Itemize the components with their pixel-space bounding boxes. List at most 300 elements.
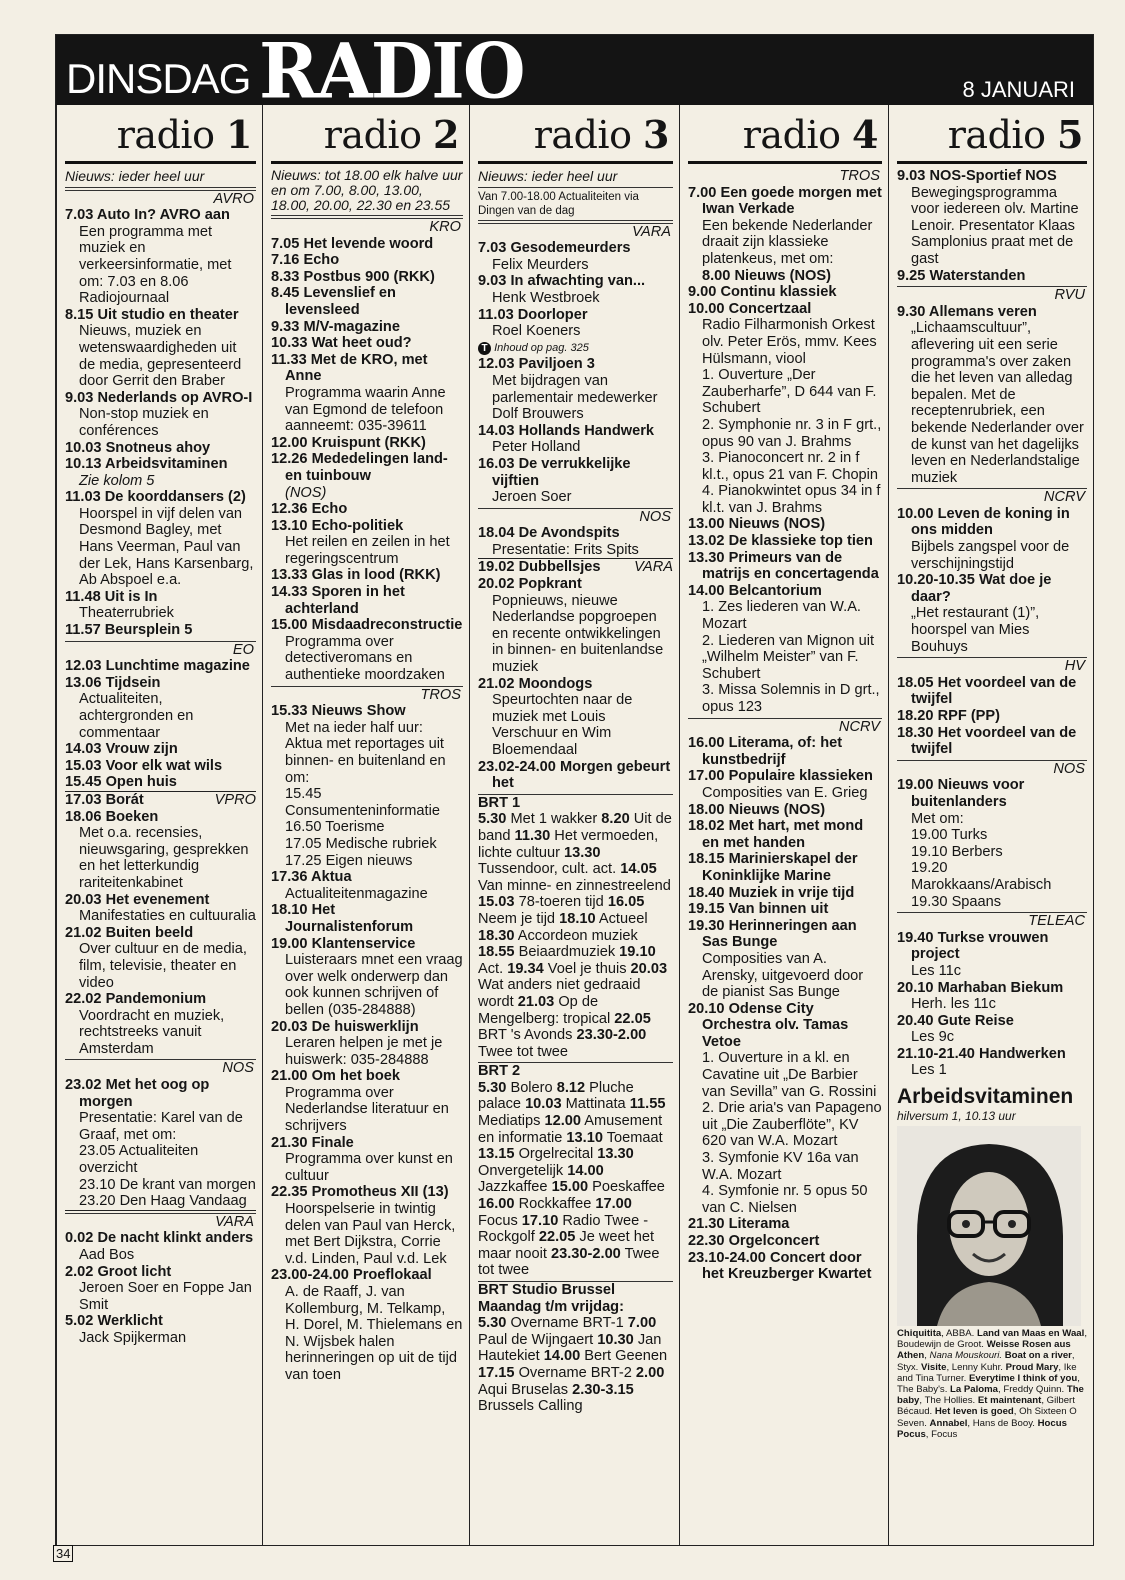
program-title-text: 16.00 Literama, of: het kunstbedrijf <box>688 735 843 768</box>
program-subitem: 19.00 Turks <box>911 827 988 844</box>
program-title-text: 15.45 Open huis <box>65 774 177 791</box>
brt1-schedule: 5.30 Met 1 wakker 8.20 Uit de band 11.30 Het vermoeden, lichte cultuur 13.30 Tussendoor, cult. act. 14.05 Van minne- en zinnestreelend 15.03 78-toeren tijd 16.05 Neem je tijd 18.10 Actueel 18.30 Accordeon muziek 18.55 Beiaardmuziek 19.10 Act. 19.34 Voel je thuis 20.03 Wat anders niet gedraaid wordt 21.03 Op de Mengelberg: tropical 22.05 BRT 's Avonds 23.30-2.00 Twee tot twee <box>478 811 672 1060</box>
program-item <box>688 550 882 583</box>
column-title-number: 2 <box>433 112 459 157</box>
program-item <box>65 809 256 892</box>
program-description: „Het restaurant (1)”, hoorspel van Mies Bouhuys <box>911 605 1040 655</box>
program-title-text: 10.00 Concertzaal <box>688 300 812 317</box>
program-item <box>897 1046 1087 1079</box>
program-subitem: 15.45 Consumenteninformatie <box>285 786 440 819</box>
program-title <box>271 352 463 385</box>
program-title-text: 20.03 Het evenement <box>65 891 210 908</box>
program-title-text: 18.06 Boeken <box>65 808 159 825</box>
program-title <box>65 925 256 942</box>
program-title-text: 17.00 Populaire klassieken <box>688 768 873 785</box>
program-description: Bijbels zangspel voor de verschijningstijd <box>911 539 1070 572</box>
program-item <box>478 676 673 759</box>
column-title <box>897 111 1087 164</box>
program-title <box>65 440 256 457</box>
program-title-text: 2.02 Groot licht <box>65 1263 172 1280</box>
program-subitem: 2. Liederen van Mignon uit „Wilhelm Meister” van F. Schubert <box>702 632 874 682</box>
program-title <box>65 675 256 692</box>
program-item <box>65 390 256 440</box>
program-item <box>897 708 1087 725</box>
broadcaster-label: VPRO <box>214 791 256 808</box>
program-title <box>688 918 882 951</box>
brt1-title: BRT 1 <box>478 794 673 812</box>
news-note: Nieuws: ieder heel uur <box>65 168 256 188</box>
program-title <box>271 501 463 518</box>
program-list <box>65 190 256 1347</box>
program-title-text: 12.36 Echo <box>271 501 348 518</box>
program-item <box>65 1230 256 1263</box>
program-item <box>65 774 256 792</box>
program-title-text: 10.13 Arbeidsvitaminen <box>65 456 228 473</box>
broadcaster-label: NOS <box>897 760 1087 778</box>
program-description: Nieuws, muziek en wetenswaardigheden uit de media, gepresenteerd door Gerrit den Braber <box>79 323 242 390</box>
program-title-text: 19.15 Van binnen uit <box>688 901 829 918</box>
program-title <box>271 703 463 720</box>
program-title <box>271 1267 463 1284</box>
program-title <box>688 284 882 301</box>
program-title-text: 18.02 Met hart, met mond en met handen <box>688 818 864 851</box>
program-description: Felix Meurders <box>492 256 589 273</box>
program-title <box>271 1019 463 1036</box>
broadcaster-label: NCRV <box>688 718 882 736</box>
program-title-text: 14.03 Vrouw zijn <box>65 741 178 758</box>
feature-subtitle: hilversum 1, 10.13 uur <box>897 1109 1016 1124</box>
program-subitem: 1. Zes liederen van W.A. Mozart <box>702 599 861 633</box>
program-title-text: 18.20 RPF (PP) <box>897 708 1001 724</box>
column-title-word: radio <box>116 113 215 157</box>
program-title-text: 9.03 NOS-Sportief NOS <box>897 168 1057 184</box>
program-item <box>271 1184 463 1267</box>
program-title-text: 13.02 De klassieke top tien <box>688 533 873 550</box>
program-item <box>897 506 1087 572</box>
program-title <box>65 741 256 758</box>
program-item <box>271 269 463 286</box>
program-title-text: 23.02 Met het oog op morgen <box>65 1077 210 1110</box>
program-item <box>65 622 256 639</box>
broadcaster-label: NOS <box>478 508 673 526</box>
program-description: Speurtochten naar de muziek met Louis Verschuur en Wim Bloemendaal <box>492 692 633 758</box>
program-item <box>897 930 1087 980</box>
column-title <box>688 111 882 164</box>
program-title <box>688 550 882 583</box>
program-item <box>478 525 673 559</box>
program-subitem: 1. Ouverture „Der Zauberharfe”, D 644 van F. Schubert <box>702 367 877 417</box>
program-description: Jeroen Soer <box>492 489 572 506</box>
column-radio-3 <box>469 105 679 1545</box>
program-title-text: 21.30 Literama <box>688 1216 790 1233</box>
program-item <box>897 268 1087 285</box>
page-reference-note <box>478 340 673 357</box>
program-title-text: 10.33 Wat heet oud? <box>271 335 412 352</box>
program-title-text: 19.02 Dubbellsjes <box>478 559 601 576</box>
program-subitem: 16.50 Toerisme <box>285 819 385 836</box>
program-title-text: 7.16 Echo <box>271 252 340 269</box>
program-item <box>271 451 463 501</box>
program-description: Herh. les 11c <box>911 996 996 1013</box>
program-item <box>271 567 463 584</box>
broadcaster-label: AVRO <box>65 190 256 208</box>
program-title <box>65 1230 256 1247</box>
program-item <box>271 703 463 786</box>
program-item <box>478 240 673 273</box>
program-item <box>478 576 673 676</box>
program-item <box>65 758 256 775</box>
program-title <box>688 1001 882 1051</box>
program-description: Een programma met muziek en verkeersinformatie, met om: 7.03 en 8.06 Radiojournaal <box>79 223 232 307</box>
program-description: Hoorspelserie in twintig delen van Paul van Herck, met Bert Dijkstra, Corrie v.d. Linden, Paul v.d. Lek <box>285 1201 456 1267</box>
program-title-text: 15.03 Voor elk wat wils <box>65 757 223 774</box>
program-title <box>688 851 882 884</box>
program-subitem: 19.20 Marokkaans/Arabisch <box>911 860 1052 893</box>
program-title <box>271 269 463 286</box>
program-title <box>897 675 1087 708</box>
program-title-text: 22.02 Pandemonium <box>65 991 207 1008</box>
program-title <box>65 589 256 606</box>
program-description: Theaterrubriek <box>79 605 174 622</box>
program-description: Met o.a. recensies, nieuwsgaring, gesprekken en het letterkundig rariteitenkabinet <box>79 825 249 891</box>
program-title-text: 20.02 Popkrant <box>478 576 582 593</box>
program-item <box>897 675 1087 708</box>
program-item <box>688 818 882 851</box>
program-title-text: 14.03 Hollands Handwerk <box>478 422 655 439</box>
program-description: (NOS) <box>285 484 327 501</box>
program-title-text: 10.20-10.35 Wat doe je daar? <box>897 572 1052 605</box>
program-item <box>688 802 882 819</box>
program-subitem: 19.10 Berbers <box>911 843 1003 860</box>
feature-caption: Chiquitita, ABBA. Land van Maas en Waal, Boudewijn de Groot. Weisse Rosen aus Athen, Nana Mouskouri. Boat on a river, Styx. Visite, Lenny Kuhr. Proud Mary, Ike and Tina Turner. Everytime I think of you, The Baby's. La Paloma, Freddy Quinn. The baby, The Hollies. Et maintenant, Gilbert Bécaud. Het leven is goed, Oh Sixteen O Seven. Annabel, Hans de Booy. Hocus Pocus, Focus <box>897 1328 1087 1440</box>
column-title-number: 1 <box>226 112 252 157</box>
page-number: 34 <box>53 1545 73 1562</box>
program-description: Composities van E. Grieg <box>702 784 868 801</box>
program-item <box>897 1013 1087 1046</box>
program-item <box>478 273 673 306</box>
program-list <box>897 168 1087 1079</box>
program-title-text: 18.30 Het voordeel van de twijfel <box>897 724 1077 758</box>
broadcaster-label: VARA <box>634 559 673 576</box>
program-list <box>271 218 463 1384</box>
program-item <box>688 583 882 600</box>
program-title-text: 15.33 Nieuws Show <box>271 703 406 720</box>
program-title <box>688 1233 882 1250</box>
broadcaster-label: HV <box>897 657 1087 675</box>
program-title-text: 21.10-21.40 Handwerken <box>897 1045 1066 1062</box>
program-title-text: 5.02 Werklicht <box>65 1313 163 1330</box>
program-title <box>478 423 673 440</box>
news-note: Nieuws: tot 18.00 elk halve uur en om 7.00, 8.00, 13.00, 18.00, 20.00, 22.30 en 23.55 <box>271 168 463 216</box>
program-title-text: 19.00 Nieuws voor buitenlanders <box>897 777 1025 810</box>
broadcaster-label: TROS <box>271 686 463 704</box>
program-description: Presentatie: Karel van de Graaf, met om: <box>79 1110 243 1143</box>
program-item <box>271 335 463 352</box>
broadcaster-label: KRO <box>271 218 463 236</box>
column-radio-2 <box>262 105 469 1545</box>
program-description: Roel Koeners <box>492 323 581 340</box>
program-item <box>271 617 463 683</box>
program-title <box>897 777 1087 810</box>
program-description: Les 9c <box>911 1029 954 1046</box>
program-title <box>688 516 882 533</box>
program-item <box>897 304 1087 487</box>
program-item <box>688 918 882 1001</box>
broadcaster-label: RVU <box>897 286 1087 304</box>
program-description: Les 11c <box>911 962 962 979</box>
program-item <box>688 284 882 301</box>
program-item <box>271 869 463 902</box>
program-title <box>65 307 256 324</box>
program-title <box>271 617 463 634</box>
tv-guide-mark: T <box>478 342 491 355</box>
program-title <box>271 567 463 584</box>
column-title <box>271 111 463 164</box>
program-title <box>65 1077 256 1110</box>
program-description: Peter Holland <box>492 439 581 456</box>
program-item <box>65 456 256 489</box>
program-title-text: 18.10 Het Journalistenforum <box>271 902 414 935</box>
program-item <box>897 725 1087 758</box>
program-title <box>65 774 256 791</box>
program-title <box>271 1068 463 1085</box>
program-item <box>65 207 256 307</box>
program-title-text: 20.40 Gute Reise <box>897 1012 1014 1029</box>
program-title <box>271 236 463 253</box>
program-item <box>65 675 256 741</box>
program-description: Hoorspel in vijf delen van Desmond Bagley, met Hans Veerman, Paul van der Lek, Hans Karsenbarg, Ab Abspoel e.a. <box>79 505 254 589</box>
program-item <box>271 1068 463 1134</box>
program-title <box>271 1135 463 1152</box>
program-title-text: 16.03 De verrukkelijke vijftien <box>478 455 631 489</box>
program-title-text: 9.00 Continu klassiek <box>688 284 837 301</box>
program-item <box>271 501 463 518</box>
program-item <box>688 185 882 268</box>
program-title-text: 12.03 Paviljoen 3 <box>478 356 595 373</box>
header-title: RADIO <box>259 25 524 116</box>
program-title <box>478 456 673 489</box>
actualities-note: Van 7.00-18.00 Actualiteiten via Dingen van de dag <box>478 190 673 221</box>
program-title-text: 14.33 Sporen in het achterland <box>271 584 405 617</box>
program-title-text: 10.03 Snotneus ahoy <box>65 439 211 456</box>
feature-title: Arbeidsvitaminen <box>897 1085 1074 1109</box>
program-title-text: 21.00 Om het boek <box>271 1068 400 1085</box>
program-title-text: 18.04 De Avondspits <box>478 525 620 542</box>
program-item <box>65 1313 256 1346</box>
column-radio-5 <box>888 105 1093 1545</box>
broadcaster-label: NOS <box>65 1059 256 1077</box>
program-subitem: 23.10 De krant van morgen <box>79 1176 256 1193</box>
program-title <box>271 435 463 452</box>
program-title-text: 12.00 Kruispunt (RKK) <box>271 434 426 451</box>
program-title-text: 17.36 Aktua <box>271 869 352 886</box>
program-description: Voordracht en muziek, rechtstreeks vanuit Amsterdam <box>79 1007 225 1057</box>
page-reference-text: Inhoud op pag. 325 <box>494 341 589 354</box>
brt-studio-brussel-sub: Maandag t/m vrijdag: <box>478 1298 624 1315</box>
brt2-title: BRT 2 <box>478 1062 673 1080</box>
program-description: Radio Filharmonish Orkest olv. Peter Erös, mmv. Kees Hülsmann, viool <box>702 317 877 367</box>
program-item <box>65 1077 256 1143</box>
program-title-text: 10.00 Leven de koning in ons midden <box>897 505 1070 539</box>
program-subitem: 23.05 Actualiteiten overzicht <box>79 1143 199 1177</box>
program-subitem: 3. Symfonie KV 16a van W.A. Mozart <box>702 1150 859 1183</box>
program-description: Programma over Nederlandse literatuur en schrijvers <box>285 1084 449 1135</box>
program-item <box>271 518 463 568</box>
program-title-text: 13.30 Primeurs van de matrijs en concertagenda <box>688 549 879 583</box>
program-subitem: 1. Ouverture in a kl. en Cavatine uit „De Barbier van Sevilla” van G. Rossini <box>702 1050 877 1100</box>
program-title <box>897 980 1087 997</box>
program-title <box>688 1250 882 1283</box>
program-title <box>65 622 256 639</box>
program-title <box>478 759 673 792</box>
program-title <box>271 319 463 336</box>
program-description: Leraren helpen je met je huiswerk: 035-284888 <box>285 1035 443 1068</box>
program-item <box>65 792 256 809</box>
program-description: Manifestaties en cultuuralia <box>79 908 256 925</box>
column-title-word: radio <box>742 113 841 157</box>
program-title <box>478 576 673 593</box>
program-description: Met na ieder half uur: Aktua met reportages uit binnen- en buitenland en om: <box>285 719 446 786</box>
program-title-text: 7.03 Auto In? AVRO aan <box>65 207 230 224</box>
program-title-text: 11.03 De koorddansers (2) <box>65 489 246 506</box>
program-title-text: 23.02-24.00 Morgen gebeurt het <box>478 758 671 792</box>
column-title-number: 5 <box>1057 112 1083 157</box>
program-item <box>65 589 256 622</box>
header-day: DINSDAG <box>66 55 251 102</box>
broadcaster-label: VARA <box>478 223 673 241</box>
program-subitem: 3. Pianoconcert nr. 2 in f kl.t., opus 21 van F. Chopin <box>702 450 879 483</box>
program-description: Luisteraars mnet een vraag over welk onderwerp dan ook kunnen schrijven of bellen (035-284888) <box>285 952 463 1018</box>
program-title-text: 19.40 Turkse vrouwen project <box>897 929 1049 963</box>
program-item <box>271 1135 463 1185</box>
program-item <box>478 307 673 340</box>
program-description: Programma waarin Anne van Egmond de telefoon aanneemt: 035-39611 <box>285 384 446 435</box>
page-header <box>56 25 1093 116</box>
program-description: Het reilen en zeilen in het regeringscentrum <box>285 534 450 567</box>
program-item <box>65 925 256 991</box>
program-title <box>271 1184 463 1201</box>
program-description: Actualiteitenmagazine <box>285 885 428 902</box>
program-title <box>478 525 673 542</box>
brt-studio-brussel-schedule: 5.30 Overname BRT-1 7.00 Paul de Wijngaert 10.30 Jan Hautekiet 14.00 Bert Geenen 17.15 Overname BRT-2 2.00 Aqui Bruselas 2.30-3.15 Brussels Calling <box>478 1315 668 1415</box>
program-title-text: 23.00-24.00 Proeflokaal <box>271 1267 432 1284</box>
program-item <box>65 658 256 675</box>
program-title <box>688 735 882 768</box>
program-item <box>65 489 256 589</box>
broadcaster-label: TELEAC <box>897 912 1087 930</box>
program-title <box>688 802 882 819</box>
program-item <box>897 572 1087 655</box>
program-title <box>478 676 673 693</box>
program-title-text: 20.10 Odense City Orchestra olv. Tamas Vetoe <box>688 1000 849 1050</box>
feature-photo <box>897 1126 1081 1326</box>
program-subitem: 3. Missa Solemnis in D grt., opus 123 <box>702 682 880 715</box>
program-subitem: 17.25 Eigen nieuws <box>285 852 413 869</box>
program-description: Non-stop muziek en conférences <box>79 406 209 439</box>
program-title <box>271 252 463 269</box>
program-description: Met bijdragen van parlementair medewerker Dolf Brouwers <box>492 372 658 423</box>
program-title-text: 19.00 Klantenservice <box>271 935 416 952</box>
program-title-text: 15.00 Misdaadreconstructie <box>271 617 463 634</box>
program-title <box>65 758 256 775</box>
column-radio-1 <box>56 105 262 1545</box>
program-description: Jack Spijkerman <box>79 1329 187 1346</box>
program-item <box>688 885 882 902</box>
program-description: Les 1 <box>911 1062 947 1079</box>
program-title-text: 13.06 Tijdsein <box>65 674 161 691</box>
program-item <box>688 851 882 884</box>
program-title-text: 14.00 Belcantorium <box>688 582 822 599</box>
program-description: Composities van A. Arensky, uitgevoerd door de pianist Sas Bunge <box>702 950 864 1001</box>
column-title <box>65 111 256 164</box>
column-title-number: 4 <box>852 112 878 157</box>
program-title-text: 0.02 De nacht klinkt anders <box>65 1230 254 1247</box>
program-description: „Lichaamscultuur”, aflevering uit een serie programma's over zaken die het leven van alledag bepalen. Met de receptenrubriek, een bekende Nederlander over de kunst van het dagelijks leven en Nederlandstalige muziek <box>911 320 1084 486</box>
program-description: Aad Bos <box>79 1247 135 1263</box>
program-title-text: 18.00 Nieuws (NOS) <box>688 801 826 818</box>
program-title-text: 12.26 Mededelingen land- en tuinbouw <box>271 451 448 484</box>
program-title-text: 8.15 Uit studio en theater <box>65 306 239 323</box>
program-subitem: 2. Symphonie nr. 3 in F grt., opus 90 van J. Brahms <box>702 416 882 450</box>
program-item <box>478 559 673 576</box>
column-title-word: radio <box>947 113 1046 157</box>
brt-studio-brussel-title: BRT Studio Brussel <box>478 1281 673 1299</box>
program-item <box>271 1267 463 1383</box>
program-item <box>688 301 882 367</box>
program-item <box>65 307 256 390</box>
radio-page <box>55 25 1094 1546</box>
program-title <box>897 1013 1087 1030</box>
program-title <box>271 285 463 318</box>
program-title-text: 9.30 Allemans veren <box>897 303 1037 320</box>
program-title-text: 13.33 Glas in lood (RKK) <box>271 567 441 584</box>
program-title <box>688 818 882 851</box>
program-title <box>688 901 882 918</box>
program-title <box>478 559 673 576</box>
program-title <box>897 168 1087 185</box>
program-title <box>65 809 256 826</box>
program-item <box>897 980 1087 1013</box>
program-title <box>65 207 256 224</box>
program-title <box>897 304 1087 321</box>
program-item <box>65 991 256 1057</box>
brt2-schedule: 5.30 Bolero 8.12 Pluche palace 10.03 Mattinata 11.55 Mediatips 12.00 Amusement en informatie 13.10 Toemaat 13.15 Orgelrecital 13.30 Onvergetelijk 14.00 Jazzkaffee 15.00 Poeskaffee 16.00 Rockkaffee 17.00 Focus 17.10 Radio Twee - Rockgolf 22.05 Je weet het maar nooit 23.30-2.00 Twee tot twee <box>478 1079 666 1279</box>
program-title <box>897 725 1087 758</box>
program-title-text: 17.03 Borát <box>65 791 144 808</box>
program-title <box>65 658 256 675</box>
column-radio-4 <box>679 105 888 1545</box>
program-title <box>271 518 463 535</box>
program-item <box>271 236 463 253</box>
program-description: Over cultuur en de media, film, televisie, theater en video <box>79 941 247 991</box>
program-description: Presentatie: Frits Spits <box>492 541 639 558</box>
program-item <box>897 777 1087 827</box>
program-item <box>688 1233 882 1250</box>
program-item <box>271 435 463 452</box>
program-title-text: 13.00 Nieuws (NOS) <box>688 516 826 533</box>
program-title <box>897 930 1087 963</box>
program-subitem: 8.00 Nieuws (NOS) <box>702 267 831 284</box>
program-item <box>271 584 463 617</box>
column-title-word: radio <box>533 113 632 157</box>
program-item <box>271 319 463 336</box>
program-description: Bewegingsprogramma voor iedereen olv. Martine Lenoir. Presentator Klaas Samplonius praat met de gast <box>911 184 1079 267</box>
program-title <box>688 1216 882 1233</box>
program-title <box>271 335 463 352</box>
program-item <box>478 356 673 422</box>
program-description: Een bekende Nederlander draait zijn klassieke platenkeus, met om: <box>702 217 873 267</box>
program-title-text: 9.03 In afwachting van... <box>478 273 646 290</box>
